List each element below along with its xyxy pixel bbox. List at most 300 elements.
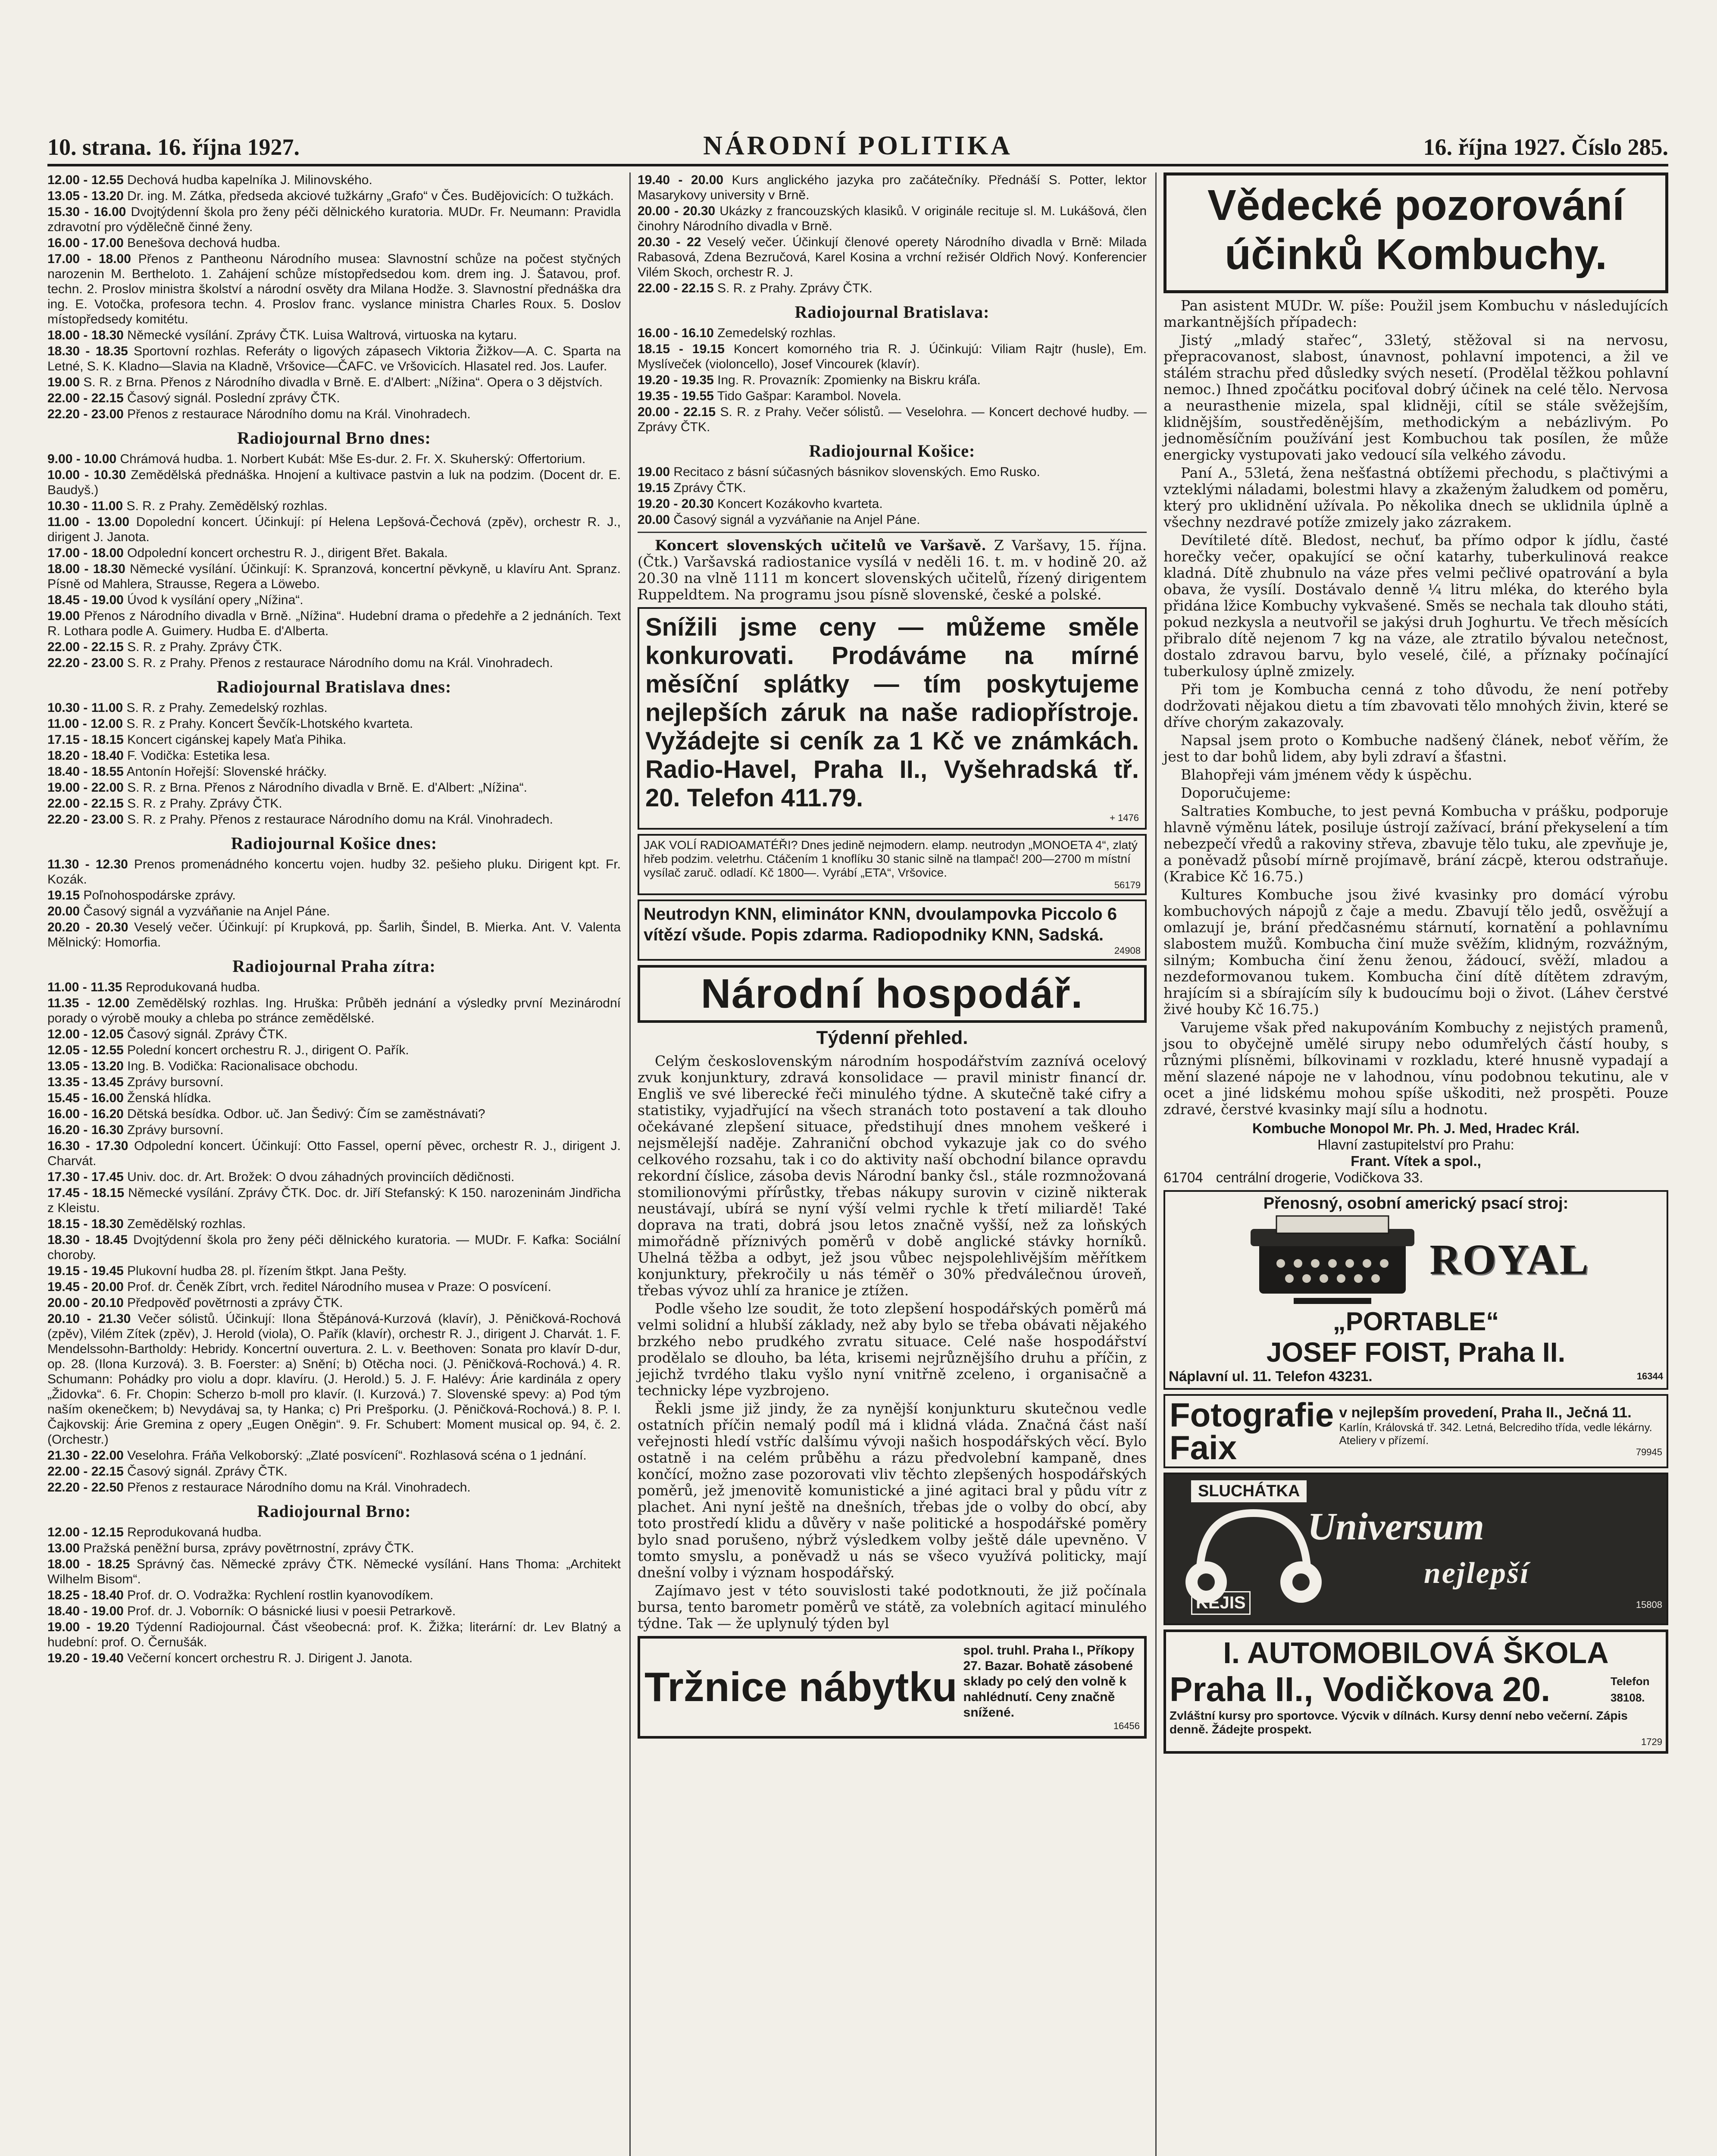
- ad-knn-text: Neutrodyn KNN, eliminátor KNN, dvoulampovka Piccolo 6 vítězí všude. Popis zdarma. Radiopodniky KNN, Sadská.: [644, 905, 1117, 944]
- program-entry: [47, 1075, 621, 1090]
- article-paragraph: Saltraties Kombuche, to jest pevná Kombucha v prášku, podporuje hlavně výměnu látek, posiluje ústrojí zažívací, brání překyselení a tím nebezpečí vředů a rakoviny střeva, zbavuje tělo tuku, ale zpevňuje je, a poněvadž působí mírně projímavě, brání zácpě, kterou odstraňuje. (Krabice Kč 16.75.): [1163, 802, 1668, 885]
- program-entry: [47, 1263, 621, 1279]
- program-entry: [47, 639, 621, 655]
- typewriter-icon: [1242, 1212, 1423, 1307]
- program-time: 22.20 - 23.00: [47, 812, 124, 827]
- program-entry: [47, 716, 621, 731]
- program-text: Ing. B. Vodička: Racionalisace obchodu.: [127, 1059, 358, 1073]
- article-paragraph: Paní A., 53letá, žena nešťastná obtížemi přechodu, s plačtivými a vzteklými náladami, bolestmi hlavy a zkaženým žaludkem od poměru, který pro uklidnění užívala. Po několika dnech se uklidnila úplně a všechny nezdravé potíže zmizely jako zázrakem.: [1163, 464, 1668, 530]
- kombucha-monopol: Kombuche Monopol Mr. Ph. J. Med, Hradec Král.: [1252, 1120, 1580, 1136]
- column-right: [1155, 172, 1668, 2156]
- program-entry: [638, 172, 1147, 203]
- program-time: 19.15: [638, 481, 670, 495]
- article-paragraph: Jistý „mladý stařec“, 33letý, stěžoval si na nervosu, přepracovanost, slabost, únavnost, pohlavní impotenci, a žil ve stálém strachu před důsledky svých nesetí. (Prodělal těžkou pohlavní nemoc.) Ihned zpočátku pociťoval dobrý účinek na celé tělo. Nervosa a neurasthenie mizela, spal klidněji, cítil se stále svěžejším, klidnějším, soustředěnějším, methodickým a nebázlivým. Po jednoměsíčním používání jest Kombuchou tak posílen, že může energicky vystupovati jako vedoucí síla velkého závodu.: [1163, 332, 1668, 463]
- program-time: 11.35 - 12.00: [47, 996, 130, 1010]
- program-text: Správný čas. Německé zprávy ČTK. Německé vysílání. Hans Thoma: „Architekt Wilhelm Bisom“.: [47, 1557, 621, 1586]
- programs-brno-tomorrow: [47, 1525, 621, 1666]
- program-text: Zprávy ČTK.: [673, 481, 746, 495]
- program-text: Dopolední koncert. Účinkují: pí Helena Lepšová-Čechová (zpěv), orchestr R. J., dirigent J. Janota.: [47, 515, 621, 544]
- program-text: S. R. z Prahy. Zemedelský rozhlas.: [126, 701, 328, 715]
- ad-auto-title: I. AUTOMOBILOVÁ ŠKOLA: [1223, 1636, 1609, 1670]
- divider: [638, 532, 1147, 533]
- program-entry: [47, 172, 621, 188]
- kombucha-title: Vědecké pozorování účinků Kombuchy.: [1207, 181, 1624, 279]
- program-text: Večerní koncert orchestru R. J. Dirigent J. Janota.: [127, 1651, 413, 1665]
- ad-foto-word-faix: Faix: [1170, 1429, 1237, 1467]
- vitek-number: 61704: [1163, 1169, 1203, 1185]
- masthead: [47, 129, 1668, 166]
- ad-foto-word-fotografie: Fotografie: [1170, 1396, 1334, 1434]
- program-text: Dvojtýdenní škola pro ženy péči dělnického kuratoria. — MUDr. F. Kafka: Sociální choroby.: [47, 1233, 621, 1262]
- program-time: 19.20 - 19.40: [47, 1651, 124, 1665]
- program-time: 19.40 - 20.00: [638, 173, 724, 187]
- section-title-kosice: Radiojournal Košice:: [809, 441, 976, 461]
- program-text: Zprávy bursovní.: [127, 1123, 224, 1137]
- program-entry: [47, 655, 621, 671]
- ad-foto-number: 79945: [1636, 1447, 1662, 1457]
- program-text: Časový signál a vyzváňanie na Anjel Páne.: [673, 513, 920, 527]
- ad-trznice-nabytku: [638, 1636, 1147, 1739]
- program-text: Předpověď povětrnosti a zprávy ČTK.: [127, 1296, 343, 1310]
- program-time: 17.00 - 18.00: [47, 546, 124, 560]
- program-text: Reprodukovaná hudba.: [125, 980, 260, 994]
- program-time: 18.15 - 18.30: [47, 1217, 124, 1231]
- ad-royal-address: Náplavní ul. 11. Telefon 43231.: [1169, 1368, 1373, 1384]
- program-text: S. R. z Brna. Přenos z Národního divadla v Brně. E. d'Albert: „Nížina“. Opera o 3 dějstvích.: [83, 375, 603, 389]
- program-time: 17.45 - 18.15: [47, 1186, 125, 1200]
- programs-kosice: [638, 464, 1147, 527]
- program-entry: [47, 1480, 621, 1495]
- program-entry: [638, 326, 1147, 341]
- program-text: Přenos z Národního divadla v Brně. „Nížina“. Hudební drama o předehře a 2 jednáních. Text R. Lothara podle A. Guimery. Hudba E. d'Alberta.: [47, 609, 621, 638]
- vitek-line: [1163, 1169, 1668, 1186]
- program-time: 18.00 - 18.30: [47, 562, 125, 576]
- program-entry: [47, 1448, 621, 1463]
- program-text: Dr. ing. M. Zátka, předseda akciové tužkárny „Grafo“ v Čes. Budějovicích: O tužkách.: [127, 189, 614, 203]
- program-time: 19.00 - 19.20: [47, 1620, 130, 1634]
- ad-trznice-text: spol. truhl. Praha I., Příkopy 27. Bazar. Bohatě zásobené sklady po celý den volně k nahlédnutí. Ceny značně snížené.: [963, 1643, 1135, 1720]
- program-entry: [47, 1604, 621, 1619]
- narodni-hospodar-title: Národní hospodář.: [701, 971, 1084, 1017]
- ad-auto-address: Praha II., Vodičkova 20.: [1170, 1670, 1551, 1708]
- program-time: 12.00 - 12.15: [47, 1525, 124, 1539]
- program-text: S. R. z Prahy. Zprávy ČTK.: [717, 281, 873, 295]
- program-time: 16.20 - 16.30: [47, 1123, 124, 1137]
- program-entry: [47, 451, 621, 467]
- section-title-brno-today: Radiojournal Brno dnes:: [237, 428, 431, 448]
- ad-trznice-title: Tržnice nábytku: [644, 1664, 957, 1710]
- kombucha-header: [1163, 172, 1668, 293]
- program-text: S. R. z Prahy. Zemědělský rozhlas.: [126, 499, 328, 513]
- ad-auto-text: Zvláštní kursy pro sportovce. Výcvik v dílnách. Kursy denní nebo večerní. Zápis denně. Žádejte prospekt.: [1170, 1709, 1628, 1736]
- ad-royal-head: Přenosný, osobní americký psací stroj:: [1263, 1194, 1569, 1213]
- program-entry: [47, 391, 621, 406]
- program-text: Veselý večer. Účinkují členové operety Národního divadla v Brně: Milada Rabasová, Zdena Bezručová, Karel Kosina a vrchní režisér Oldřich Nový. Konferencier Vilém Skoch, orchestr R. J.: [638, 235, 1147, 279]
- program-entry: [47, 996, 621, 1026]
- program-text: Přenos z restaurace Národního domu na Král. Vinohradech.: [127, 1480, 471, 1495]
- program-time: 18.00 - 18.30: [47, 328, 124, 342]
- program-text: Zemedelský rozhlas.: [717, 326, 836, 340]
- program-entry: [638, 281, 1147, 296]
- program-time: 11.00 - 11.35: [47, 980, 122, 994]
- ad-automobilova-skola: [1163, 1630, 1668, 1754]
- program-text: Sportovní rozhlas. Referáty o ligových zápasech Viktoria Žižkov—A. C. Sparta na Letné, S. K. Kladno—Slavia na Kladně, Vršovice—ČAFC. ve Vršovicích. Hlasatel red. Jos. Laufer.: [47, 344, 621, 373]
- ad-royal: [1163, 1190, 1668, 1390]
- program-time: 19.00: [638, 465, 670, 479]
- program-entry: [47, 1588, 621, 1603]
- program-entry: [638, 204, 1147, 234]
- programs-bratislava-today: [47, 700, 621, 827]
- program-entry: [47, 1059, 621, 1074]
- program-entry: [47, 1027, 621, 1042]
- program-time: 13.35 - 13.45: [47, 1075, 124, 1089]
- program-entry: [47, 764, 621, 779]
- ad-universum-number: 15808: [1636, 1599, 1662, 1610]
- ad-monoceta-text: JAK VOLÍ RADIOAMATÉŘI? Dnes jedině nejmodern. elamp. neutrodyn „MONOETA 4“, zlatý hřeb podzim. veletrhu. Ctáčením 1 knoflíku 30 stanic silně na tlampač! 200—2700 m místní vysílač zaruč. odladí. Kč 1800—. Vyrábí „ETA“, Vršovice.: [644, 838, 1138, 879]
- program-time: 11.30 - 12.30: [47, 857, 128, 871]
- program-time: 22.20 - 23.00: [47, 407, 124, 421]
- programs-praha-today: [47, 172, 621, 422]
- ad-radio-havel-number: + 1476: [1110, 812, 1139, 823]
- program-time: 10.30 - 11.00: [47, 499, 123, 513]
- program-time: 17.00 - 18.00: [47, 252, 131, 266]
- program-text: Zprávy bursovní.: [127, 1075, 224, 1089]
- article-paragraph: Kultures Kombuche jsou živé kvasinky pro domácí výrobu kombuchových nápojů z čaje a medu. Zbavují tělo jedů, osvěžují a omlazují je, brání předčasnému stárnutí, kornatění a pohlavnímu slabostem mužů. Kombucha činí muže svěžím, klidným, rozvážným, silným; Kombucha činí ženu ženou, žádoucí, svěží, mladou a nezdeformovanou tukem. Kombucha činí dítě dítětem zdravým, hrajícím si a sbírajícím síly k budoucímu boji o život. (Láhev čerstvé živé houby Kč 16.75.): [1163, 886, 1668, 1018]
- narodni-hospodar-header: [638, 965, 1147, 1023]
- program-time: 18.30 - 18.35: [47, 344, 128, 358]
- program-text: Kurs anglického jazyka pro začátečníky. Přednáší S. Potter, lektor Masarykovy university v Brně.: [638, 173, 1147, 202]
- program-time: 20.00 - 22.15: [638, 405, 716, 419]
- article-paragraph: Zajímavo jest v této souvislosti také podotknouti, že již počínala bursa, tento barometr poměrů ve státě, za volebních agitací minulého týdne. Tak — že uplynulý týden byl: [638, 1582, 1147, 1632]
- program-time: 19.35 - 19.55: [638, 389, 714, 403]
- narodni-hospodar-subtitle: Týdenní přehled.: [816, 1027, 968, 1048]
- section-title-kosice-today: Radiojournal Košice dnes:: [231, 834, 438, 853]
- program-text: Koncert cigánskej kapely Maťa Pihika.: [127, 733, 347, 747]
- program-time: 22.20 - 23.00: [47, 656, 124, 670]
- section-title-bratislava: Radiojournal Bratislava:: [794, 302, 990, 322]
- article-warsaw: [638, 537, 1147, 603]
- program-text: Časový signál. Zprávy ČTK.: [127, 1027, 288, 1041]
- program-time: 18.20 - 18.40: [47, 749, 124, 763]
- ad-monoceta: [638, 834, 1147, 895]
- program-time: 22.00 - 22.15: [47, 1464, 124, 1479]
- program-text: Přenos z Pantheonu Národního musea: Slavnostní schůze na počest styčných narozenin M. Bertheloto. 1. Zahájení schůze místopředsedou kom. drem ing. J. Šatavou, prof. techn. 2. Proslov ministra školství a národní osvěty dra Milana Hodže. 3. Slavnostní přednáška dra ing. E. Votočka, profesora techn. 4. Proslov franc. vyslance ministra Charles Roux. 5. Doslov místopředsedy komitétu.: [47, 252, 621, 326]
- program-entry: [47, 545, 621, 561]
- program-time: 12.05 - 12.55: [47, 1043, 124, 1057]
- program-text: Tido Gašpar: Karambol. Novela.: [717, 389, 902, 403]
- program-time: 13.05 - 13.20: [47, 189, 124, 203]
- program-text: Odpolední koncert orchestru R. J., dirigent Břet. Bakala.: [127, 546, 448, 560]
- program-text: Zemědělský rozhlas. Ing. Hruška: Průběh jednání a výsledky první Mezinárodní porady o výrobě mouky a chleba po stránce zemědělské.: [47, 996, 621, 1025]
- program-text: Večer sólistů. Účinkují: Ilona Štěpánová-Kurzová (klavír), J. Pěničková-Rochová (zpěv), Vilém Zítek (zpěv), J. Herold (viola), O. Pařík (klavír), orchestr R. J., dirigent J. Charvát. 1. F. Mendelssohn-Bartholdy: Hebridy. Koncertní ouvertura. 2. L. v. Beethoven: Sonata pro klavír D-dur, op. 28. (Ilona Kurzová). 3. B. Foerster: a) Snění; b) Otěcha noci. (J. Pěničková-Rochová.) 4. R. Schumann: Pohádky pro violu a dopr. klavíru. (J. Herold.) 5. J. F. Halévy: Árie kardinála z opery „Židovka“. 6. Fr. Chopin: Scherzo b-moll pro klavír. (I. Kurzová.) 7. Slovenské spevy: a) Pod tým naším okenečkem; b) Nevydávaj sa, ty Hanka; c) Pri Prešporku. (J. Pěničková-Rochová.) 8. P. I. Čajkovskij: Árie Gremina z opery „Eugen Oněgin“. 9. Fr. Schubert: Moment musical op. 94, č. 2. (Orchestr.): [47, 1312, 621, 1447]
- program-text: Univ. doc. dr. Art. Brožek: O dvou záhadných provinciích dědičnosti.: [127, 1170, 515, 1184]
- section-title-praha-tomorrow: Radiojournal Praha zítra:: [232, 956, 436, 976]
- program-text: S. R. z Prahy. Zprávy ČTK.: [127, 640, 282, 654]
- ad-foto-words: [1170, 1396, 1334, 1467]
- program-entry: [47, 748, 621, 763]
- program-time: 16.30 - 17.30: [47, 1139, 128, 1153]
- ad-universum-sluchatka: SLUCHÁTKA: [1191, 1480, 1307, 1502]
- ad-auto-number: 1729: [1641, 1736, 1662, 1747]
- program-entry: [47, 592, 621, 608]
- program-entry: [47, 1651, 621, 1666]
- program-time: 22.00 - 22.15: [47, 391, 124, 405]
- program-text: Prof. dr. O. Vodražka: Rychlení rostlin kyanovodíkem.: [127, 1588, 434, 1602]
- program-entry: [47, 1311, 621, 1447]
- program-entry: [638, 480, 1147, 495]
- narodni-hospodar-body: [638, 1053, 1147, 1632]
- ad-universum: [1163, 1473, 1668, 1625]
- program-time: 13.00: [47, 1541, 80, 1555]
- program-entry: [47, 888, 621, 903]
- program-text: Německé vysílání. Zprávy ČTK. Doc. dr. Jiří Stefanský: K 150. narozeninám Jindřicha z Kleistu.: [47, 1186, 621, 1215]
- program-entry: [47, 857, 621, 887]
- program-time: 13.05 - 13.20: [47, 1059, 124, 1073]
- ad-knn: [638, 899, 1147, 961]
- program-text: Prof. dr. J. Voborník: O básnické liusi v poesii Petrarkově.: [127, 1604, 456, 1618]
- program-text: Plukovní hudba 28. pl. řízením štkpt. Jana Pešty.: [127, 1264, 407, 1278]
- program-entry: [638, 404, 1147, 435]
- ad-monoceta-number: 56179: [1114, 880, 1141, 890]
- program-text: Pražská peněžní bursa, zprávy povětrnostní, zprávy ČTK.: [83, 1541, 414, 1555]
- programs-praha-tomorrow: [47, 980, 621, 1495]
- article-warsaw-text: Z Varšavy, 15. října. (Čtk.) Varšavská radiostanice vysílá v neděli 16. t. m. v hodině 20. až 20.30 na vlně 1111 m koncert slovenských učitelů, řízený dirigentem Ruppeldtem. Na programu jsou písně slovenské, české a polské.: [638, 537, 1147, 603]
- program-time: 19.00: [47, 375, 80, 389]
- ad-foto-line2: Karlín, Královská tř. 342. Letná, Belcrediho třída, vedle lékárny. Ateliery v přízemí.: [1339, 1421, 1652, 1447]
- program-text: S. R. z Prahy. Přenos z restaurace Národního domu na Král. Vinohradech.: [127, 812, 553, 827]
- program-time: 20.00: [47, 904, 80, 918]
- program-entry: [47, 467, 621, 498]
- program-text: F. Vodička: Estetika lesa.: [127, 749, 270, 763]
- program-time: 22.00 - 22.15: [47, 640, 124, 654]
- program-time: 20.00: [638, 513, 670, 527]
- article-paragraph: Řekli jsme již jindy, že za nynější konjunkturu skutečnou vedle ostatních příčin nemalý podíl má i klidná vláda. Značná část naší veřejnosti hledí vstříc dalšímu vývoji našich hospodářských věcí. Bylo ostatně i na celém průběhu a rázu předvolební kampaně, dnes končící, možno zase pozorovati vliv těchto zlepšených hospodářských poměrů, jež jmenovitě komunistické a jiné agitaci bral y půdu vítr z plachet. Ani nyní ještě na dnešních, třebas jde o volby do obcí, aby toto prostředí klidu a důvěry v naše politické a hospodářské poměry bylo snad porušeno, nýbrž výsledkem volby ještě dále upevněno. V tomto smyslu, a poněvadž u nás se všeco využívá politicky, mají dnešní volby i význam hospodářský.: [638, 1400, 1147, 1581]
- program-time: 9.00 - 10.00: [47, 452, 117, 466]
- program-time: 18.00 - 18.25: [47, 1557, 130, 1571]
- program-entry: [47, 251, 621, 327]
- program-entry: [47, 1557, 621, 1587]
- program-text: Koncert komorného tria R. J. Účinkujú: Viliam Rajtr (husle), Em. Myslíveček (violoncello), Josef Vincourek (klavír).: [638, 342, 1147, 371]
- program-entry: [47, 561, 621, 592]
- program-time: 18.45 - 19.00: [47, 593, 124, 607]
- program-text: S. R. z Prahy. Večer sólistů. — Veselohra. — Koncert dechové hudby. — Zprávy ČTK.: [638, 405, 1147, 434]
- program-text: Časový signál. Zprávy ČTK.: [127, 1464, 288, 1479]
- program-time: 18.30 - 18.45: [47, 1233, 128, 1247]
- programs-bratislava: [638, 326, 1147, 435]
- program-text: S. R. z Prahy. Zprávy ČTK.: [127, 796, 282, 811]
- program-entry: [638, 389, 1147, 404]
- program-entry: [47, 780, 621, 795]
- column-radio-programs: [47, 172, 621, 2156]
- program-entry: [47, 1091, 621, 1106]
- article-paragraph: Doporučujeme:: [1181, 784, 1291, 801]
- program-entry: [47, 514, 621, 545]
- ad-knn-number: 24908: [1114, 945, 1141, 956]
- program-entry: [47, 1122, 621, 1138]
- program-text: Poľnohospodárske zprávy.: [83, 888, 236, 903]
- program-time: 18.15 - 19.15: [638, 342, 725, 356]
- article-paragraph: Napsal jsem proto o Kombuche nadšený článek, neboť věřím, že jest to dar bohů lidem, aby byli zdraví a šťastni.: [1163, 732, 1668, 765]
- program-entry: [47, 1541, 621, 1556]
- article-paragraph: Pan asistent MUDr. W. píše: Použil jsem Kombuchu v následujících markantnějších případech:: [1163, 297, 1668, 330]
- program-text: Úvod k vysílání opery „Nížina“.: [127, 593, 303, 607]
- program-entry: [638, 464, 1147, 479]
- program-entry: [47, 1525, 621, 1540]
- program-text: Prof. dr. Čeněk Zíbrt, vrch. ředitel Národního musea v Praze: O posvícení.: [127, 1280, 551, 1294]
- ad-universum-word: Universum: [1307, 1505, 1485, 1548]
- program-text: Časový signál a vyzváňanie na Anjel Páne.: [83, 904, 330, 918]
- program-time: 10.30 - 11.00: [47, 701, 123, 715]
- article-paragraph: Devítileté dítě. Bledost, nechuť, ba přímo odpor k jídlu, časté horečky večer, opakující se oční katarhy, tuberkulinová reakce kladná. Dítě zhubnulo na váze přes velmi pečlivé opatrování a byla obava, že vysílí. Dostávalo denně ¼ litru mléka, do kterého byla přidána lžice Kombuchy vykvašené. Směs se nechala tak dlouho státi, pokud nezkysla a neutvořil se jakýsi druh Joghurtu. Ve třech měsících přibralo dítě nejenom 7 kg na váze, ale ztratilo bývalou netečnost, dostalo zdravou barvu, bylo veselé, čilé, a příznaky počínající tuberkulosy úplně zmizely.: [1163, 532, 1668, 680]
- program-entry: [47, 407, 621, 422]
- program-entry: [47, 1043, 621, 1058]
- ad-radio-havel-text: Snížili jsme ceny — můžeme směle konkurovati. Prodáváme na mírné měsíční splátky — tím poskytujeme nejlepších záruk na naše radiopřístroje. Vyžádejte si ceník za 1 Kč ve známkách. Radio-Havel, Praha II., Vyšehradská tř. 20. Telefon 411.79.: [645, 613, 1139, 812]
- program-text: Chrámová hudba. 1. Norbert Kubát: Mše Es-dur. 2. Fr. X. Skuherský: Offertorium.: [120, 452, 586, 466]
- program-text: Prenos promenádného koncertu vojen. hudby 32. pešieho pluku. Dirigent kpt. Fr. Kozák.: [47, 857, 621, 887]
- program-text: Týdenní Radiojournal. Část všeobecná: prof. K. Žižka; literární: dr. Lev Blatný a hudební: prof. O. Černušák.: [47, 1620, 621, 1649]
- article-paragraph: Blahopřeji vám jménem vědy k úspěchu.: [1181, 766, 1473, 783]
- program-text: Ing. R. Provazník: Zpomienky na Biskru kráľa.: [717, 373, 981, 387]
- programs-brno-today: [47, 451, 621, 671]
- program-entry: [638, 496, 1147, 511]
- program-entry: [47, 1106, 621, 1122]
- program-text: Recitaco z básní súčasných básnikov slovenských. Emo Rusko.: [673, 465, 1040, 479]
- ad-royal-number: 16344: [1636, 1371, 1663, 1382]
- program-entry: [47, 344, 621, 374]
- program-entry: [47, 1464, 621, 1479]
- program-time: 15.45 - 16.00: [47, 1091, 124, 1105]
- program-text: Zemědělský rozhlas.: [127, 1217, 246, 1231]
- program-time: 18.40 - 18.55: [47, 765, 124, 779]
- program-time: 19.15 - 19.45: [47, 1264, 124, 1278]
- program-entry: [47, 796, 621, 811]
- program-time: 20.30 - 22: [638, 235, 701, 249]
- program-entry: [47, 812, 621, 827]
- program-text: Dechová hudba kapelníka J. Milinovského.: [127, 173, 372, 187]
- program-time: 19.00 - 22.00: [47, 780, 124, 795]
- program-time: 19.15: [47, 888, 80, 903]
- article-paragraph: Celým československým národním hospodářstvím zaznívá ocelový zvuk konjunktury, zdravá konsolidace — pravil ministr financí dr. Engliš ve své liberecké řeči minulého týdne. A skutečně také cifry a statistiky, vyjadřující na všech stranách toto postavení a tak dlouho očekávané zlepšení situace, předstihují dnes mnohem veškeré i nejsmělejší naděje. Zahraniční obchod vykazuje jak co do svého celkového rozsahu, tak i co do aktivity naší obchodní bilance opravdu rekordní číslice, zásoba devis Národní banky čsl., stále rozmnožovaná stomilionovými přírůstky, třebas nákupy surovin v cizině nikterak neustávají, ubírá se nyní výší velmi rychle k třetí miliardě! Také doprava na trati, dobrá jsou letos značně vyšší, než za loňských mimořádně příznivých poměrů v době anglické stávky horníků. Uhelná těžba a odbyt, jež jsou vůbec nejspolehlivějším měřítkem konjunktury, překročily u nás téměř o 30% předválečnou úroveň, třebas vývoz uhlí za hranice je ztížen.: [638, 1053, 1147, 1299]
- program-text: Reprodukovaná hudba.: [127, 1525, 262, 1539]
- article-paragraph: Při tom je Kombucha cenná z toho důvodu, že není potřeby dodržovati nějakou dietu a tím zbavovati tělo mnohých živin, které se dříve chorým zakazovaly.: [1163, 681, 1668, 730]
- program-time: 16.00 - 17.00: [47, 236, 124, 250]
- ad-universum-tag: nejlepší: [1424, 1557, 1530, 1590]
- program-entry: [47, 1216, 621, 1232]
- programs-kosice-today: [47, 857, 621, 950]
- ad-royal-portable: „PORTABLE“: [1332, 1307, 1499, 1336]
- program-text: Přenos z restaurace Národního domu na Král. Vinohradech.: [127, 407, 471, 421]
- program-entry: [638, 512, 1147, 527]
- program-text: Ukázky z francouzských klasiků. V originále recituje sl. M. Lukášová, člen činohry Národního divadla v Brně.: [638, 204, 1147, 233]
- program-entry: [47, 1620, 621, 1650]
- program-text: S. R. z Brna. Přenos z Národního divadla v Brně. E. d'Albert: „Nížina“.: [127, 780, 527, 795]
- program-entry: [47, 498, 621, 514]
- program-text: Benešova dechová hudba.: [127, 236, 281, 250]
- program-time: 22.00 - 22.15: [47, 796, 124, 811]
- program-time: 22.20 - 22.50: [47, 1480, 124, 1495]
- programs-brno-tomorrow-cont: [638, 172, 1147, 296]
- program-entry: [47, 235, 621, 251]
- vitek-address: centrální drogerie, Vodičkova 33.: [1216, 1169, 1423, 1185]
- program-entry: [47, 328, 621, 343]
- program-entry: [638, 342, 1147, 372]
- ad-royal-logo: ROYAL: [1429, 1235, 1590, 1283]
- program-time: 21.30 - 22.00: [47, 1448, 124, 1463]
- article-warsaw-title: Koncert slovenských učitelů ve Varšavě.: [655, 537, 986, 554]
- program-entry: [638, 235, 1147, 280]
- ad-foto-line1: v nejlepším provedení, Praha II., Ječná 11.: [1339, 1404, 1632, 1421]
- program-entry: [47, 700, 621, 715]
- program-entry: [47, 1279, 621, 1294]
- program-entry: [638, 373, 1147, 388]
- program-entry: [47, 980, 621, 995]
- section-title-brno-tomorrow: Radiojournal Brno:: [257, 1501, 411, 1521]
- program-time: 17.30 - 17.45: [47, 1170, 124, 1184]
- program-time: 19.45 - 20.00: [47, 1280, 124, 1294]
- program-text: Německé vysílání. Účinkují: K. Spranzová, koncertní pěvkyně, u klavíru Ant. Spranz. Písně od Mahlera, Strausse, Regera a Löwebo.: [47, 562, 621, 591]
- program-text: Ženská hlídka.: [127, 1091, 212, 1105]
- vitek-name: Frant. Vítek a spol.,: [1351, 1153, 1481, 1169]
- program-text: S. R. z Prahy. Přenos z restaurace Národního domu na Král. Vinohradech.: [127, 656, 553, 670]
- program-time: 19.00: [47, 609, 80, 623]
- program-text: Dětská besídka. Odbor. uč. Jan Šedivý: Čím se zaměstnávati?: [127, 1107, 485, 1121]
- program-time: 18.25 - 18.40: [47, 1588, 124, 1602]
- program-text: Německé vysílání. Zprávy ČTK. Luisa Waltrová, virtuoska na kytaru.: [127, 328, 517, 342]
- program-time: 12.00 - 12.05: [47, 1027, 124, 1041]
- program-text: Časový signál. Poslední zprávy ČTK.: [127, 391, 340, 405]
- program-time: 20.00 - 20.10: [47, 1296, 124, 1310]
- program-entry: [47, 188, 621, 204]
- ad-fotografie-faix: [1163, 1394, 1668, 1468]
- program-entry: [47, 1185, 621, 1216]
- program-text: Veselý večer. Účinkují: pí Krupková, pp. Šarlih, Šindel, B. Mierka. Ant. V. Valenta Mělnický: Homorfia.: [47, 920, 621, 950]
- program-time: 11.00 - 13.00: [47, 515, 130, 529]
- program-entry: [47, 375, 621, 390]
- program-time: 15.30 - 16.00: [47, 205, 126, 219]
- program-text: Polední koncert orchestru R. J., dirigent O. Pařík.: [127, 1043, 409, 1057]
- program-time: 10.00 - 10.30: [47, 468, 126, 482]
- ad-radio-havel: [638, 607, 1147, 830]
- program-text: Veselohra. Fráňa Velkoborský: „Zlaté posvícení“. Rozhlasová scéna o 1 jednání.: [127, 1448, 587, 1463]
- column-middle: [629, 172, 1147, 2156]
- program-entry: [47, 920, 621, 950]
- program-time: 20.20 - 20.30: [47, 920, 128, 934]
- kombucha-zastupitel: Hlavní zastupitelství pro Prahu:: [1317, 1137, 1514, 1153]
- program-entry: [47, 1295, 621, 1310]
- program-text: S. R. z Prahy. Koncert Ševčík-Lhotského kvarteta.: [126, 717, 413, 731]
- program-time: 16.00 - 16.20: [47, 1107, 124, 1121]
- program-entry: [47, 904, 621, 919]
- program-entry: [47, 204, 621, 235]
- program-time: 18.40 - 19.00: [47, 1604, 124, 1618]
- ad-royal-foist: JOSEF FOIST, Praha II.: [1266, 1337, 1566, 1368]
- program-time: 16.00 - 16.10: [638, 326, 714, 340]
- section-title-bratislava-today: Radiojournal Bratislava dnes:: [216, 677, 452, 696]
- program-time: 22.00 - 22.15: [638, 281, 714, 295]
- program-entry: [47, 732, 621, 747]
- program-text: Odpolední koncert. Účinkují: Otto Fassel, operní pěvec, orchestr R. J., dirigent J. Charvát.: [47, 1139, 621, 1168]
- program-entry: [47, 608, 621, 639]
- program-time: 12.00 - 12.55: [47, 173, 124, 187]
- program-text: Koncert Kozákovho kvarteta.: [717, 497, 883, 511]
- ad-auto-telephone: Telefon 38108.: [1611, 1675, 1650, 1704]
- program-time: 19.20 - 19.35: [638, 373, 714, 387]
- program-text: Zemědělská přednáška. Hnojení a kultivace pastvin a luk na podzim. (Docent dr. E. Baudyš.): [47, 468, 621, 497]
- program-time: 20.10 - 21.30: [47, 1312, 131, 1326]
- program-entry: [47, 1138, 621, 1169]
- kombucha-body: [1163, 298, 1668, 1118]
- program-time: 11.00 - 12.00: [47, 717, 123, 731]
